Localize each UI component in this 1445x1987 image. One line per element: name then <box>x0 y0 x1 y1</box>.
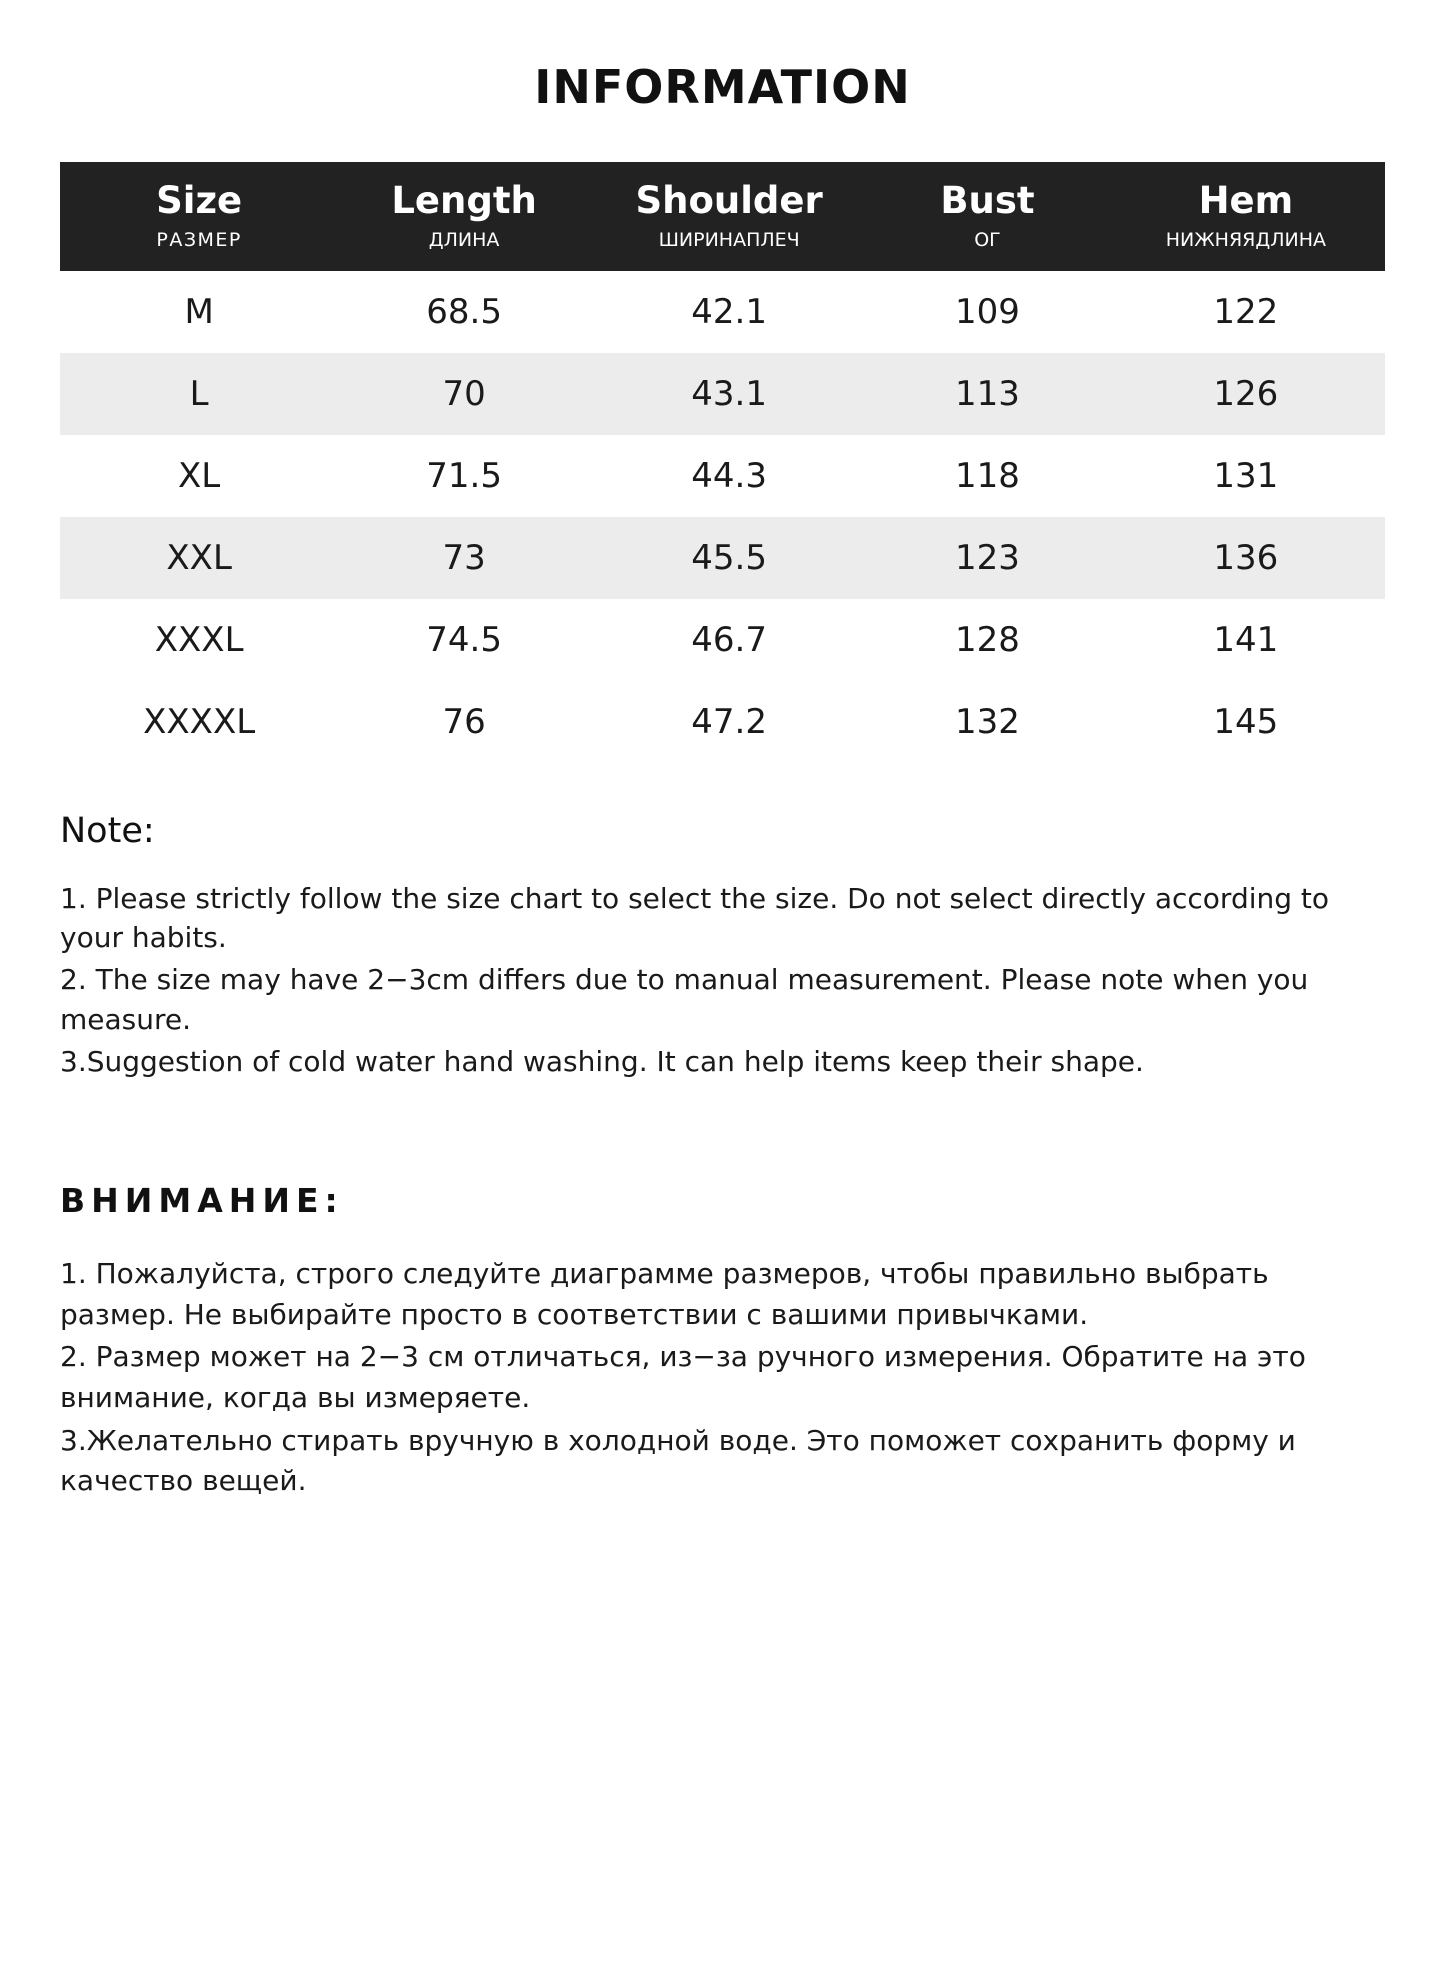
note-line-1: 1. Please strictly follow the size chart to select the size. Do not select directly according to your habits. <box>60 881 1330 955</box>
cell-shoulder: 43.1 <box>590 353 868 435</box>
column-header-hem-en: Hem <box>1198 179 1294 222</box>
cell-hem: 141 <box>1107 599 1385 681</box>
column-header-length-en: Length <box>391 179 537 222</box>
note-body <box>60 879 1385 1082</box>
column-header-bust-en: Bust <box>940 179 1035 222</box>
size-chart-table <box>60 162 1385 763</box>
table-row <box>60 271 1385 353</box>
table-header-row <box>60 162 1385 271</box>
cell-bust: 128 <box>868 599 1107 681</box>
cell-bust: 132 <box>868 681 1107 763</box>
cell-shoulder: 46.7 <box>590 599 868 681</box>
attention-line-2: 2. Размер может на 2−3 см отличаться, из−за ручного измерения. Обратите на это внимание, когда вы измеряете. <box>60 1340 1306 1415</box>
size-information-page <box>0 60 1445 1987</box>
cell-length: 74.5 <box>338 599 590 681</box>
cell-size: XXL <box>60 517 338 599</box>
cell-hem: 126 <box>1107 353 1385 435</box>
column-header-length <box>338 162 590 271</box>
column-header-length-ru: ДЛИНА <box>428 228 500 251</box>
cell-hem: 122 <box>1107 271 1385 353</box>
cell-hem: 131 <box>1107 435 1385 517</box>
table-row <box>60 599 1385 681</box>
cell-hem: 145 <box>1107 681 1385 763</box>
cell-shoulder: 44.3 <box>590 435 868 517</box>
cell-length: 76 <box>338 681 590 763</box>
cell-size: L <box>60 353 338 435</box>
table-row <box>60 517 1385 599</box>
cell-shoulder: 42.1 <box>590 271 868 353</box>
cell-hem: 136 <box>1107 517 1385 599</box>
column-header-hem <box>1107 162 1385 271</box>
attention-line-1: 1. Пожалуйста, строго следуйте диаграмме размеров, чтобы правильно выбрать размер. Не выбирайте просто в соответствии с вашими привычками. <box>60 1257 1269 1331</box>
cell-length: 70 <box>338 353 590 435</box>
column-header-shoulder-en: Shoulder <box>635 179 823 222</box>
attention-heading: ВНИМАНИЕ: <box>60 1181 344 1221</box>
table-body <box>60 271 1385 763</box>
cell-size: M <box>60 271 338 353</box>
cell-length: 68.5 <box>338 271 590 353</box>
cell-bust: 118 <box>868 435 1107 517</box>
column-header-size-ru: РАЗМЕР <box>156 228 242 251</box>
attention-body <box>60 1254 1385 1502</box>
note-line-3: 3.Suggestion of cold water hand washing. It can help items keep their shape. <box>60 1044 1144 1078</box>
cell-size: XL <box>60 435 338 517</box>
cell-shoulder: 45.5 <box>590 517 868 599</box>
note-line-2: 2. The size may have 2−3cm differs due to manual measurement. Please note when you measure. <box>60 963 1309 1036</box>
column-header-hem-ru: НИЖНЯЯДЛИНА <box>1165 228 1327 251</box>
table-header <box>60 162 1385 271</box>
attention-line-3: 3.Желательно стирать вручную в холодной воде. Это поможет сохранить форму и качество вещей. <box>60 1423 1296 1498</box>
column-header-shoulder-ru: ШИРИНАПЛЕЧ <box>658 228 800 251</box>
cell-length: 73 <box>338 517 590 599</box>
column-header-size <box>60 162 338 271</box>
column-header-bust <box>868 162 1107 271</box>
page-title: INFORMATION <box>534 60 911 114</box>
column-header-bust-ru: ОГ <box>974 228 1001 251</box>
cell-length: 71.5 <box>338 435 590 517</box>
cell-bust: 123 <box>868 517 1107 599</box>
column-header-shoulder <box>590 162 868 271</box>
cell-bust: 113 <box>868 353 1107 435</box>
cell-bust: 109 <box>868 271 1107 353</box>
column-header-size-en: Size <box>156 179 243 222</box>
table-row <box>60 353 1385 435</box>
note-heading: Note: <box>60 810 155 851</box>
cell-size: XXXXL <box>60 681 338 763</box>
table-row <box>60 681 1385 763</box>
cell-size: XXXL <box>60 599 338 681</box>
table-row <box>60 435 1385 517</box>
cell-shoulder: 47.2 <box>590 681 868 763</box>
